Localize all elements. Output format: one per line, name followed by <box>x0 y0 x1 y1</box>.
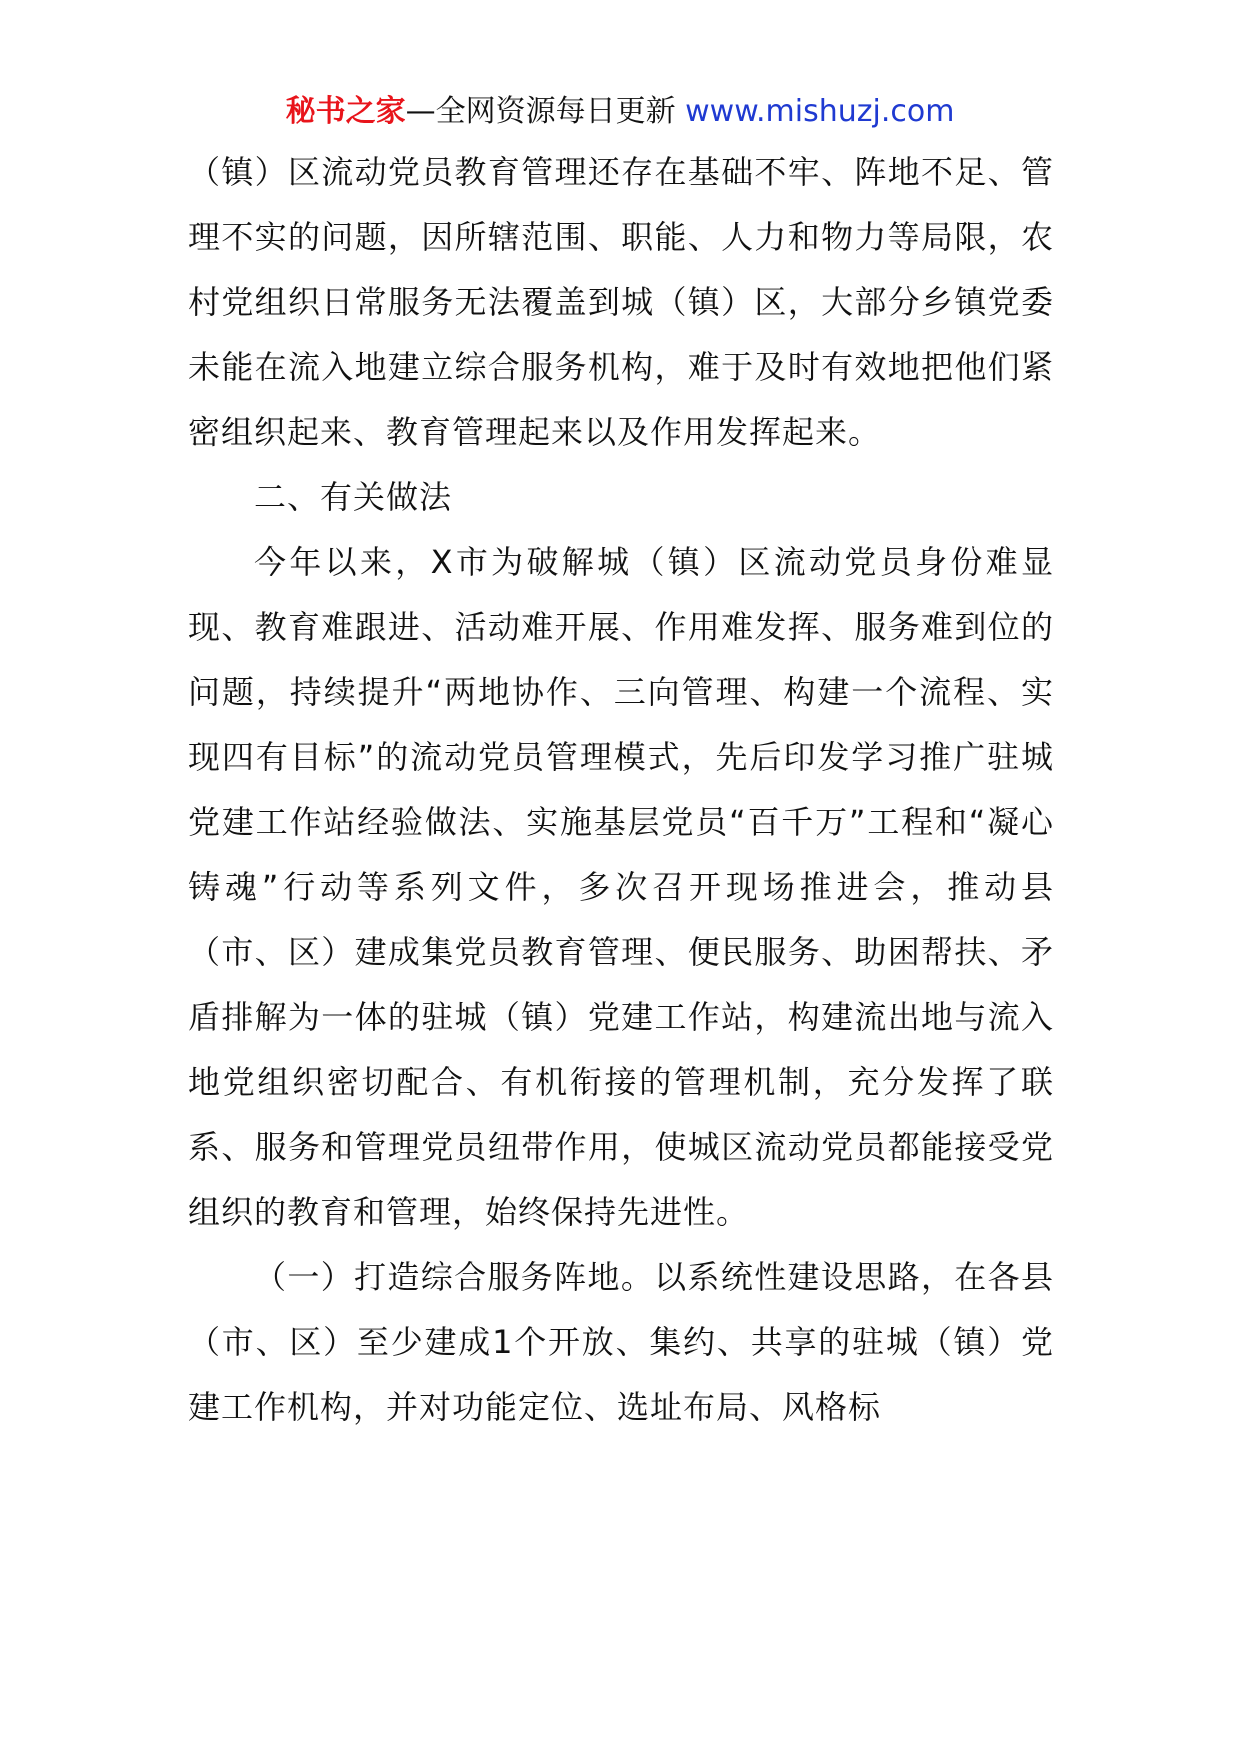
document-body <box>188 140 1054 1440</box>
site-url[interactable]: www.mishuzj.com <box>685 94 955 129</box>
paragraph-continuation: （镇）区流动党员教育管理还存在基础不牢、阵地不足、管理不实的问题，因所辖范围、职能、人力和物力等局限，农村党组织日常服务无法覆盖到城（镇）区，大部分乡镇党委未能在流入地建立综合服务机构，难于及时有效地把他们紧密组织起来、教育管理起来以及作用发挥起来。 <box>188 153 1054 451</box>
site-brand: 秘书之家 <box>285 94 406 129</box>
page-header <box>0 92 1240 132</box>
section-heading: 二、有关做法 <box>254 478 453 516</box>
paragraph: （一）打造综合服务阵地。以系统性建设思路，在各县（市、区）至少建成1个开放、集约、共享的驻城（镇）党建工作机构，并对功能定位、选址布局、风格标 <box>188 1258 1054 1426</box>
site-tagline: —全网资源每日更新 <box>405 94 686 129</box>
paragraph: 今年以来，X市为破解城（镇）区流动党员身份难显现、教育难跟进、活动难开展、作用难发挥、服务难到位的问题，持续提升“两地协作、三向管理、构建一个流程、实现四有目标”的流动党员管理模式，先后印发学习推广驻城党建工作站经验做法、实施基层党员“百千万”工程和“凝心铸魂”行动等系列文件，多次召开现场推进会，推动县（市、区）建成集党员教育管理、便民服务、助困帮扶、矛盾排解为一体的驻城（镇）党建工作站，构建流出地与流入地党组织密切配合、有机衔接的管理机制，充分发挥了联系、服务和管理党员纽带作用，使城区流动党员都能接受党组织的教育和管理，始终保持先进性。 <box>188 543 1054 1231</box>
